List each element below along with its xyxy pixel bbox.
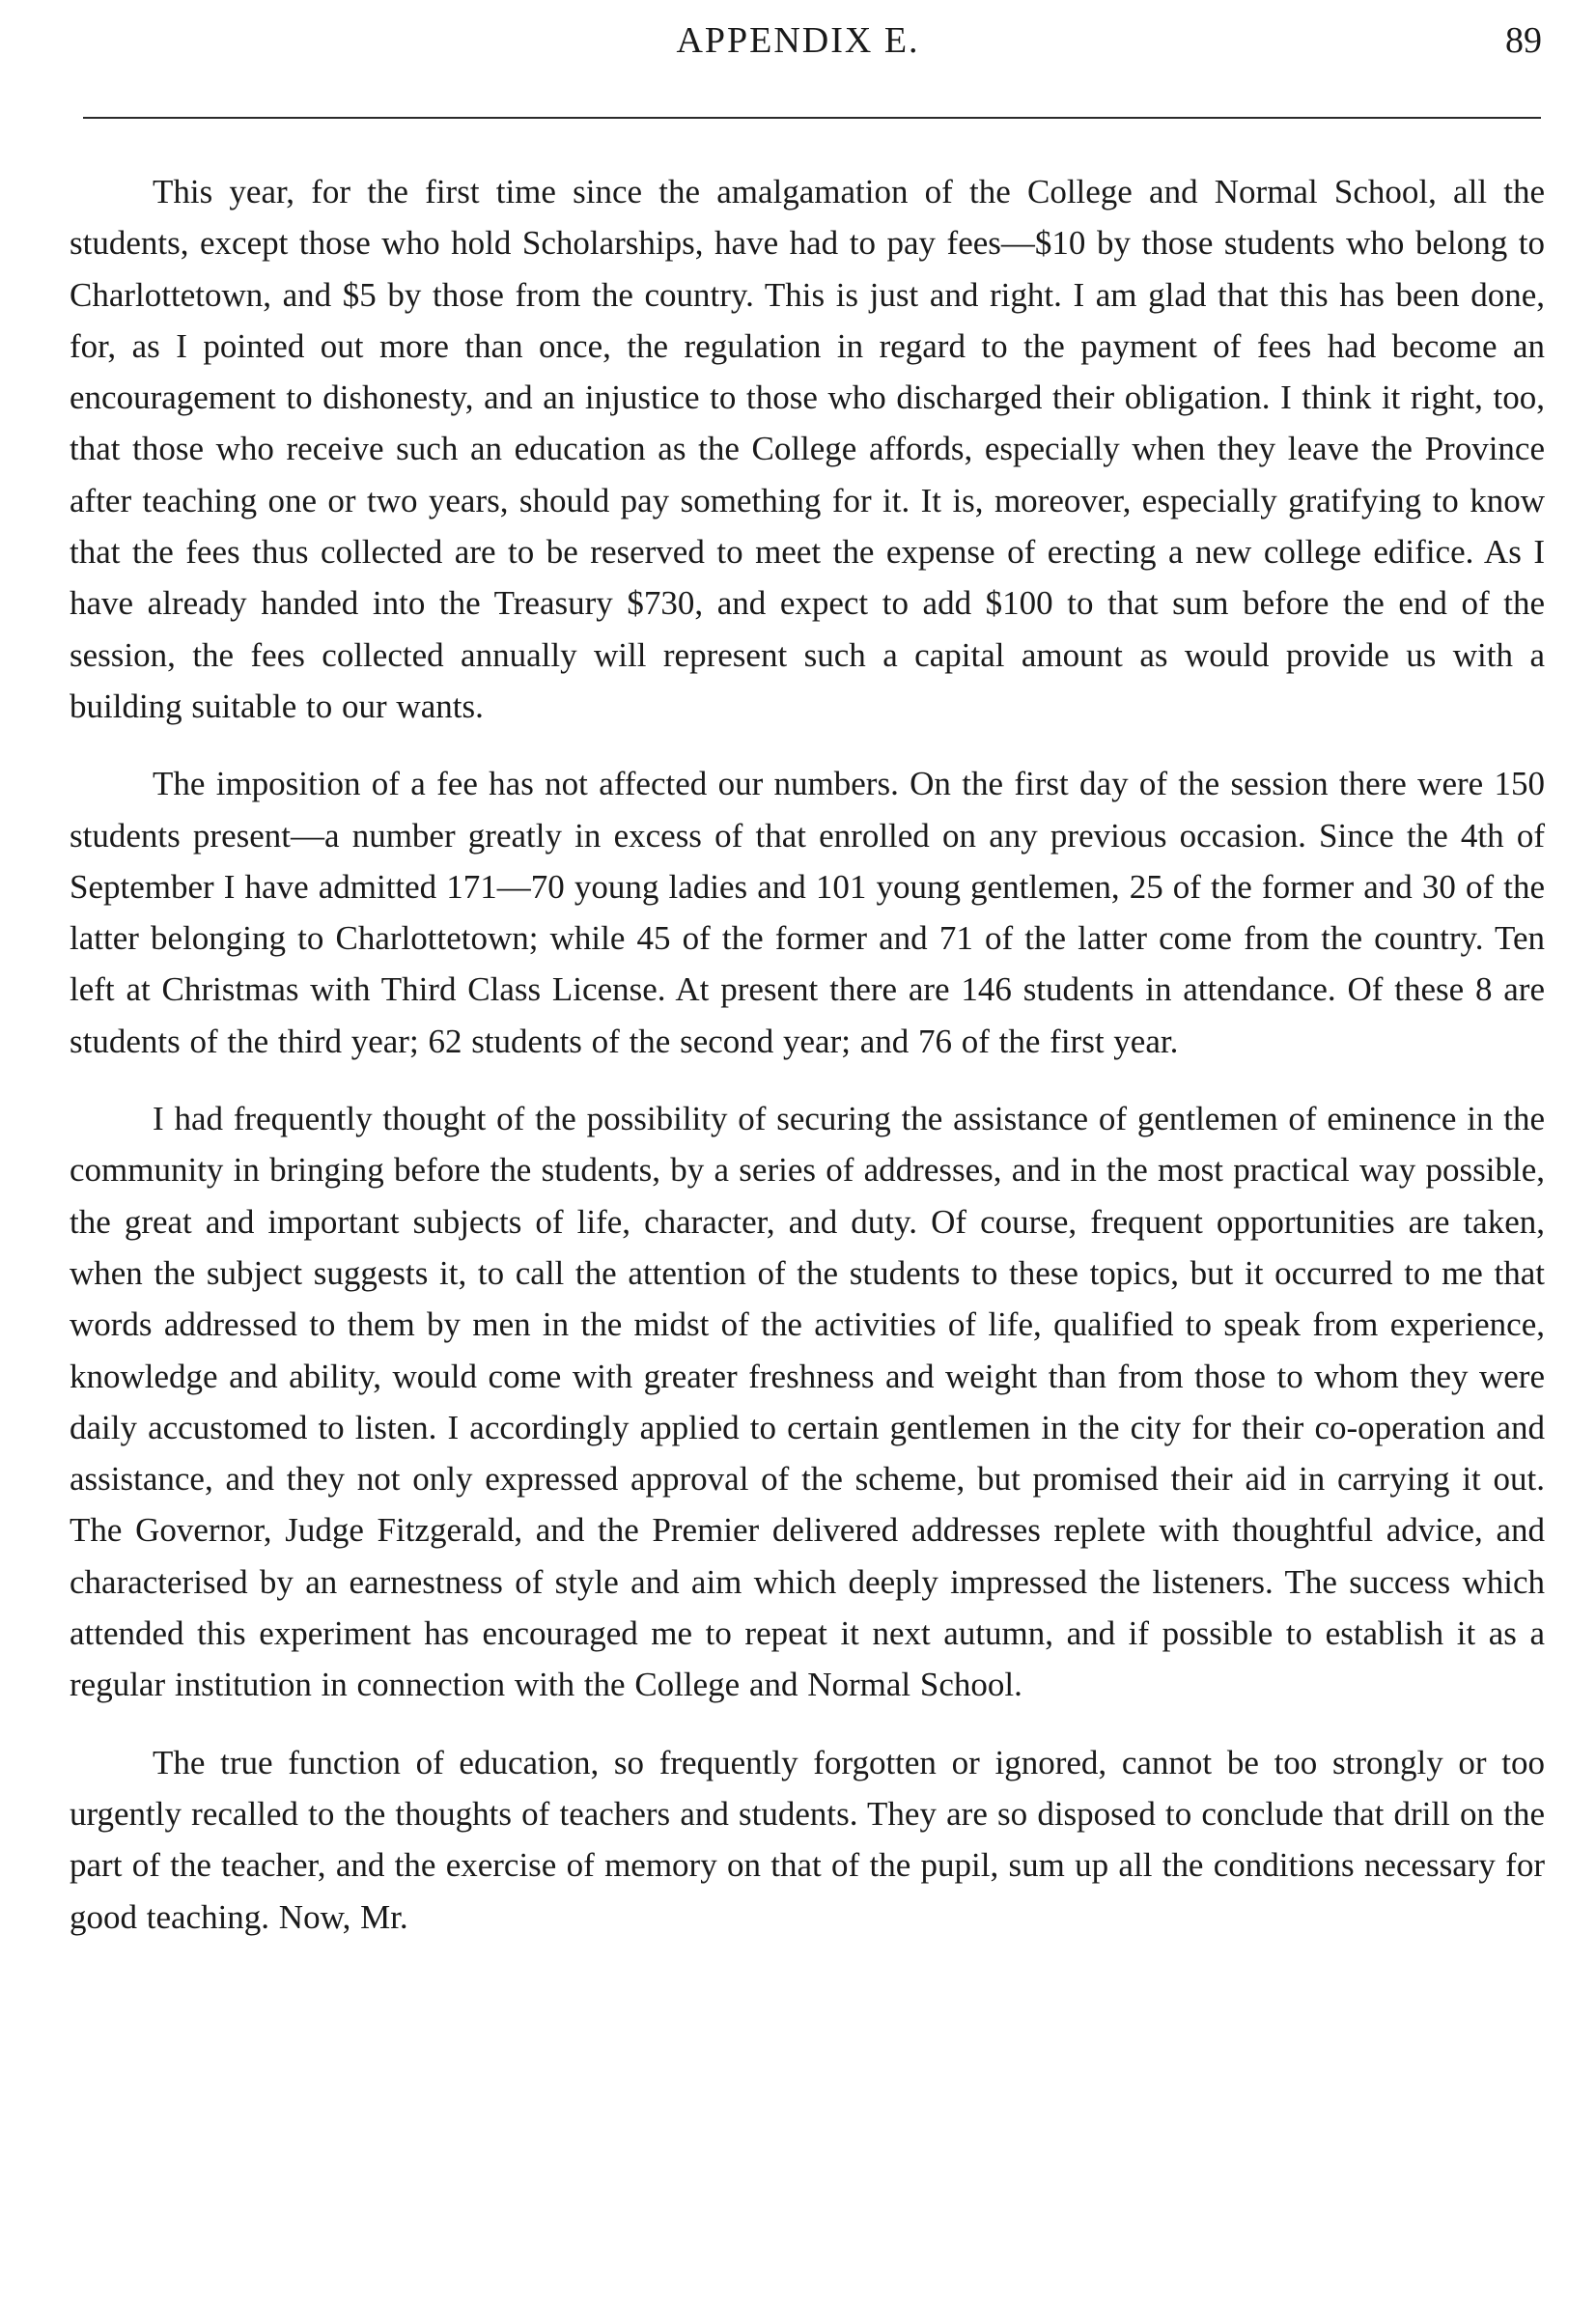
paragraph-fees: This year, for the first time since the amalgamation of the College and Normal School, all the students, except those who hold Scholarships, have had to pay fees—$10 by those students who belong to Charlottetown, and $5 by those from the country. This is just and right. I am glad that this has been done, for, as I pointed out more than once, the regulation in regard to the payment of fees had become an encouragement to dishonesty, and an injustice to those who discharged their obligation. I think it right, too, that those who receive such an education as the College affords, especially when they leave the Province after teaching one or two years, should pay something for it. It is, moreover, especially gratifying to know that the fees thus collected are to be reserved to meet the expense of erecting a new college edifice. As I have already handed into the Treasury $730, and expect to add $100 to that sum before the end of the session, the fees collected annually will represent such a capital amount as would provide us with a building suitable to our wants.: [70, 173, 1545, 725]
paragraph-addresses: I had frequently thought of the possibility of securing the assistance of gentlemen of eminence in the community in bringing before the students, by a series of addresses, and in the most practical way possible, the great and important subjects of life, character, and duty. Of course, frequent opportunities are taken, when the subject suggests it, to call the attention of the students to these topics, but it occurred to me that words addressed to them by men in the midst of the activities of life, qualified to speak from experience, knowledge and ability, would come with greater freshness and weight than from those to whom they were daily accustomed to listen. I accordingly applied to certain gentlemen in the city for their co-operation and assistance, and they not only expressed approval of the scheme, but promised their aid in carrying it out. The Governor, Judge Fitzgerald, and the Premier delivered addresses replete with thoughtful advice, and characterised by an earnestness of style and aim which deeply impressed the listeners. The success which attended this experiment has encouraged me to repeat it next autumn, and if possible to establish it as a regular institution in connection with the College and Normal School.: [70, 1100, 1545, 1704]
header-rule: [83, 117, 1541, 119]
page-number: 89: [1505, 20, 1542, 61]
running-head: APPENDIX E.: [676, 20, 920, 61]
body-text: [70, 166, 1545, 1969]
paragraph-enrollment: The imposition of a fee has not affected our numbers. On the first day of the session there were 150 students present—a number greatly in excess of that enrolled on any previous occasion. Since the 4th of September I have admitted 171—70 young ladies and 101 young gentlemen, 25 of the former and 30 of the latter belonging to Charlottetown; while 45 of the former and 71 of the latter come from the country. Ten left at Christmas with Third Class License. At present there are 146 students in attendance. Of these 8 are students of the third year; 62 students of the second year; and 76 of the first year.: [70, 765, 1545, 1060]
page-header: [0, 14, 1596, 71]
paragraph-education-function: The true function of education, so frequently forgotten or ignored, cannot be too strongly or too urgently recalled to the thoughts of teachers and students. They are so disposed to conclude that drill on the part of the teacher, and the exercise of memory on that of the pupil, sum up all the conditions necessary for good teaching. Now, Mr.: [70, 1743, 1545, 1936]
